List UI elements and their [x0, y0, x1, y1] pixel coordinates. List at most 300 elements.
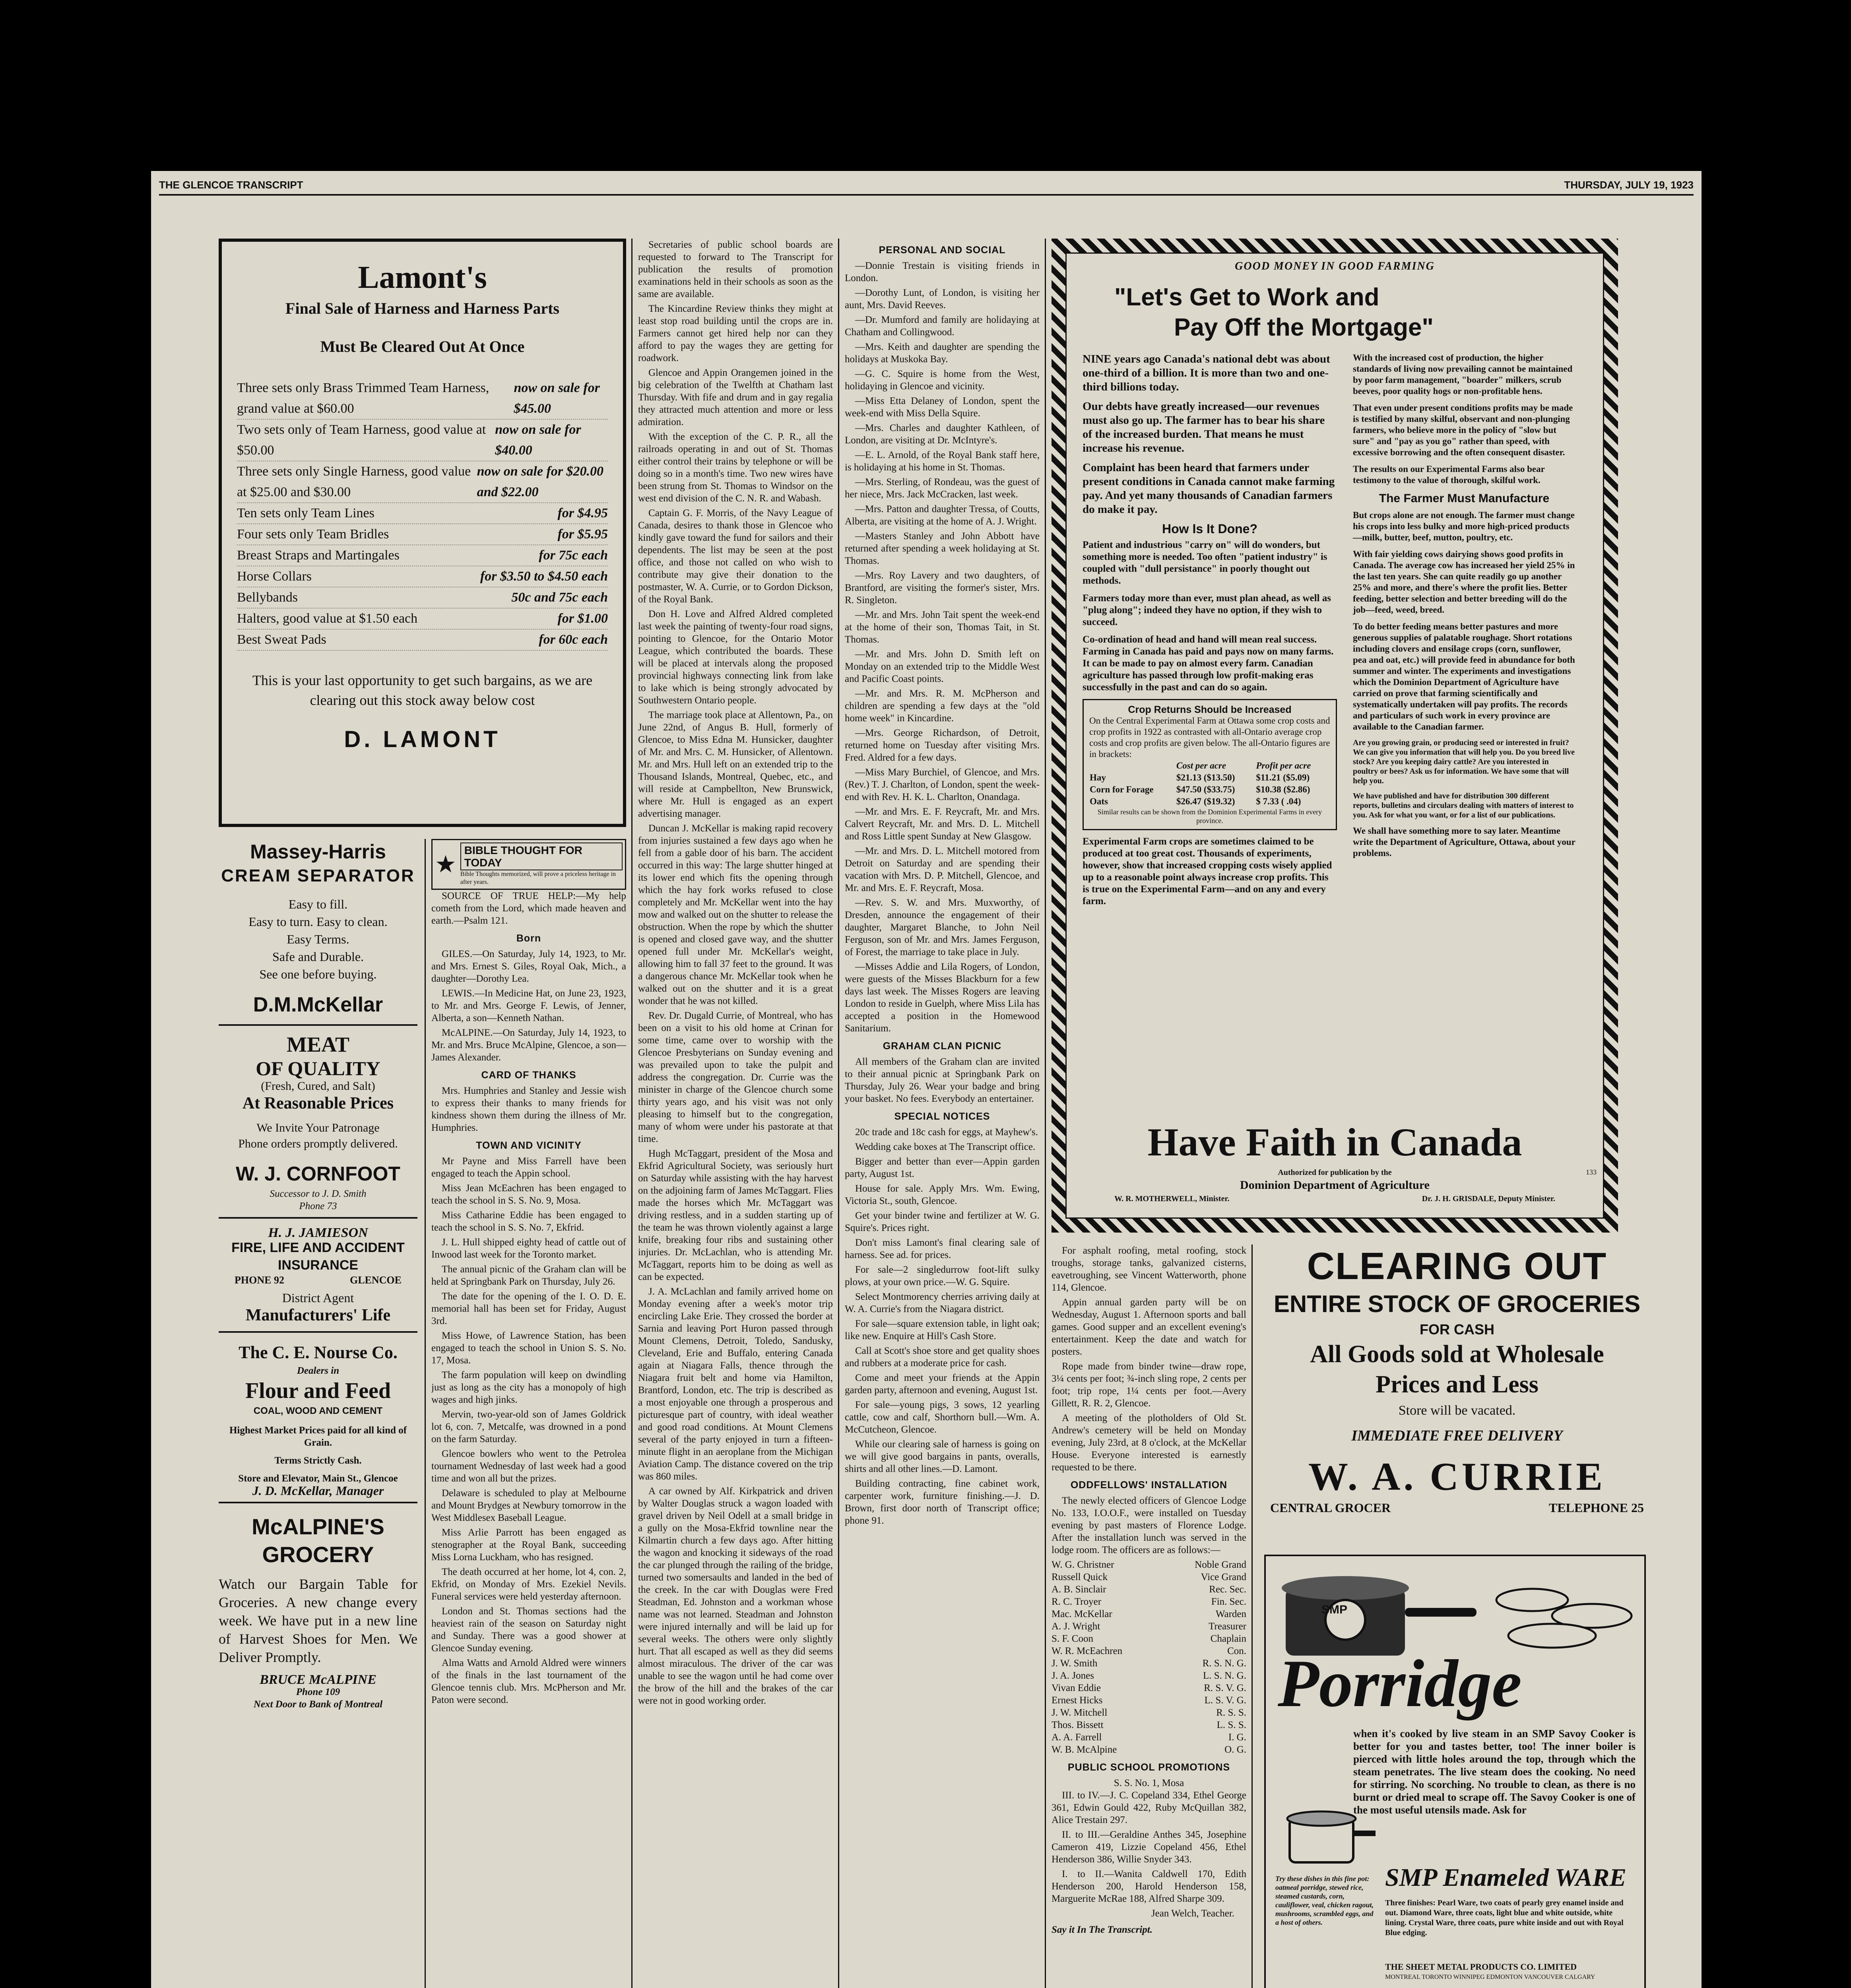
personal-item: —Donnie Trestain is visiting friends in London. [845, 260, 1040, 283]
town-item: Mr Payne and Miss Farrell have been engaged to teach the Appin school. [431, 1156, 626, 1179]
officer-office: Vice Grand [1201, 1572, 1246, 1582]
officer-office: L. S. V. G. [1204, 1695, 1246, 1706]
personal-item: —Mrs. Charles and daughter Kathleen, of London, are visiting at Dr. McIntyre's. [845, 423, 1040, 446]
cooker-illustration [1274, 1564, 1480, 1660]
news-paragraph: Duncan J. McKellar is making rapid recovery from injuries sustained a few days ago when he fell from a gable door of his barn. The accident occurred in this way: The large shutter hinged at its lower end which fits the opening through which the hay fork works refused to close completely and Mr. McKellar went into the hay mow and walked out on the shutter to release the obstruction. When the rope by which the shutter is opened and closed gave way, and the shutter opened full under Mr. McKellar's weight, allowing him to fall 37 feet to the ground. It was a dangerous chance Mr. McKellar took when he walked out on the shutter and it is a great wonder that he was not killed. [638, 823, 833, 1006]
govt-paragraph: Co-ordination of head and hand will mean real success. Farming in Canada has paid and pays now on many farms. It can be made to pay on almost every farm. Canadian agriculture has passed through low profit-making eras successfully in the past and can do so again. [1083, 634, 1334, 693]
feature-line: Safe and Durable. [272, 949, 364, 964]
jamieson-town: GLENCOE [349, 1274, 402, 1286]
notice-item: 20c trade and 18c cash for eggs, at Mayhew's. [855, 1127, 1038, 1138]
crop-row [1089, 784, 1330, 796]
bruce-mcalpine: BRUCE McALPINE [260, 1672, 376, 1687]
jamieson-name: H. J. JAMIESON [268, 1225, 368, 1240]
personal-item: —E. L. Arnold, of the Royal Bank staff here, is holidaying at his home in St. Thomas. [845, 450, 1040, 473]
price-row [237, 566, 608, 587]
column-rule [1251, 1244, 1253, 1988]
feature-line: See one before buying. [259, 967, 377, 981]
price-row [237, 587, 608, 608]
govt-minister: W. R. MOTHERWELL, Minister. [1114, 1194, 1230, 1203]
promotion-item: III. to IV.—J. C. Copeland 334, Ethel George 361, Edwin Gould 422, Ruby McQuillan 382, Alice Trestain 297. [1052, 1790, 1246, 1825]
bowl-icon [1488, 1572, 1640, 1652]
town-item: London and St. Thomas sections had the heaviest rain of the season on Saturday night and Sunday. There was a good shower at Glencoe Sunday evening. [431, 1606, 626, 1654]
govt-paragraph: With the increased cost of production, the higher standards of living now prevailing cannot be maintained by poor farm management, "boarder" milkers, scrub beeves, poor quality hogs or non-profitable hens. [1353, 353, 1573, 396]
price-row [237, 524, 608, 545]
officer-name: J. W. Smith [1052, 1658, 1098, 1669]
news-paragraph: Glencoe and Appin Orangemen joined in the big celebration of the Twelfth at Chatham last Thursday. With fife and drum and in gay regalia they attracted much attention and more or less admiration. [638, 367, 833, 427]
price-value: now on sale for $45.00 [514, 381, 600, 416]
news-paragraph: The Kincardine Review thinks they might at least stop road building until the crops are in. Farmers cannot get hired help nor can they afford to pay the wages they are getting for roadwork. [638, 303, 833, 363]
birth-notice: McALPINE.—On Saturday, July 14, 1923, to Mr. and Mrs. Bruce McAlpine, Glencoe, a son—James Alexander. [431, 1027, 626, 1063]
nourse-dealers: Dealers in [297, 1365, 340, 1376]
notice-item: House for sale. Apply Mrs. Wm. Ewing, Victoria St., south, Glencoe. [845, 1183, 1040, 1206]
terms-cash: Terms Strictly Cash. [274, 1455, 362, 1466]
crop-cost: $26.47 ($19.32) [1176, 796, 1235, 806]
personal-item: —Masters Stanley and John Abbott have returned after spending a week holidaying at St. Thomas. [845, 531, 1040, 566]
say-it-in-transcript: Say it In The Transcript. [1052, 1924, 1153, 1935]
porridge-title: Porridge [1278, 1646, 1522, 1721]
cornfoot-name: W. J. CORNFOOT [236, 1163, 400, 1185]
officer-name: Thos. Bissett [1052, 1720, 1104, 1730]
promotion-teacher: Jean Welch, Teacher. [1151, 1908, 1234, 1919]
massey-title: Massey-Harris [250, 841, 386, 863]
town-item: J. L. Hull shipped eighty head of cattle out of Inwood last week for the Toronto market. [431, 1237, 626, 1260]
crop-cost: $21.13 ($13.50) [1176, 773, 1235, 782]
notice-item: For sale—square extension table, in light oak; like new. Enquire at Hill's Cash Store. [845, 1318, 1040, 1342]
personal-item: —Mr. and Mrs. John Tait spent the week-end at the home of their son, Thomas Tait, in St. Thomas. [845, 610, 1040, 645]
lamont-signature: D. LAMONT [344, 726, 501, 752]
news-paragraph: For asphalt roofing, metal roofing, stock troughs, storage tanks, galvanized cisterns, eavetroughing, see Vincent Watterworth, phone 114, Glencoe. [1052, 1245, 1246, 1293]
smp-ad [1264, 1555, 1646, 1988]
officer-office: R. S. V. G. [1204, 1683, 1246, 1693]
mckellar-name: D.M.McKellar [219, 991, 417, 1026]
govt-ad [1065, 252, 1604, 1219]
birth-notice: GILES.—On Saturday, July 14, 1923, to Mr. and Mrs. Ernest S. Giles, Royal Oak, Mich., a daughter—Dorothy Lea. [431, 949, 626, 984]
nourse-manager: J. D. McKellar, Manager [219, 1485, 417, 1503]
currie-name: W. A. CURRIE [1308, 1454, 1606, 1499]
news-paragraph: A car owned by Alf. Kirkpatrick and driven by Walter Douglas struck a wagon loaded with gravel driven by Neil Odell at a small bridge in a gully on the Mosa-Ekfrid townline near the Kilmartin church a few days ago. After hitting the wagon and knocking it sideways of the road the car plunged through the railing of the bridge, turned two somersaults and landed in the bed of the creek. In the car with Douglas were Fred Steadman, Ed. Johnston and a workman whose name was not learned. Steadman and Johnston were injured internally and will be laid up for several weeks. The others were only slightly hurt. That all escaped as well as they did seems almost miraculous. The driver of the car was unable to see the wagon until he had come over the brow of the hill and the brakes of the car were not in good working order. [638, 1486, 833, 1706]
crop-profit: $ 7.33 ( .04) [1256, 796, 1301, 806]
lamont-price-list [237, 378, 608, 650]
currie-vacated: Store will be vacated. [1398, 1403, 1516, 1418]
town-item: Miss Jean McEachren has been engaged to teach the school in S. S. No. 9, Mosa. [431, 1183, 626, 1206]
officer-name: S. F. Coon [1052, 1633, 1093, 1644]
officer-name: Ernest Hicks [1052, 1695, 1103, 1706]
price-value: for $4.95 [557, 506, 608, 520]
officer-name: A. A. Farrell [1052, 1732, 1102, 1743]
bruce-location: Next Door to Bank of Montreal [253, 1699, 383, 1710]
feature-line: Easy to fill. [288, 897, 348, 911]
officer-row [1052, 1719, 1246, 1731]
personal-item: —Miss Mary Burchiel, of Glencoe, and Mrs. (Rev.) T. J. Charlton, of London, spent the week-end with Rev. H. K. L. Charlton, Onandaga. [845, 767, 1040, 802]
price-value: for $5.95 [557, 527, 608, 542]
smp-recipes: Try these dishes in this fine pot: oatmeal porridge, stewed rice, steamed custards, corn, cauliflower, veal, chicken ragout, mushrooms, scrambled eggs, and a host of others. [1275, 1875, 1374, 1926]
officer-name: Mac. McKellar [1052, 1609, 1112, 1619]
officer-row [1052, 1670, 1246, 1682]
officer-office: Con. [1227, 1646, 1246, 1656]
govt-ad-number: 133 [1586, 1168, 1597, 1176]
have-faith-in-canada: Have Faith in Canada [1147, 1120, 1522, 1164]
grain-prices: Highest Market Prices paid for all kind of Grain. [229, 1425, 407, 1448]
crop-table [1089, 760, 1330, 808]
price-row [237, 608, 608, 629]
govt-paragraph: To do better feeding means better pastures and more generous supplies of palatable roughage. Short rotations including clovers and ensilage crops (corn, sunflower, pea and oat, etc.) will provide feed in abundance for both summer and winter. The experiments and investigations which the Dominion Department of Agriculture have carried on prove that farming scientifically and systematically undertaken will pay profits. The records and particulars of such work in every province are available to the Canadian farmer. [1353, 621, 1575, 732]
officer-office: Warden [1215, 1609, 1246, 1619]
manufacture-heading: The Farmer Must Manufacture [1379, 492, 1550, 505]
price-row [237, 503, 608, 524]
crop-name: Hay [1090, 773, 1106, 782]
crop-returns-box [1083, 699, 1337, 830]
currie-entire-stock: ENTIRE STOCK OF GROCERIES [1273, 1291, 1641, 1317]
insurance-line: FIRE, LIFE AND ACCIDENT INSURANCE [231, 1240, 405, 1273]
masthead-date: THURSDAY, JULY 19, 1923 [1564, 179, 1694, 191]
column-six [1052, 1244, 1246, 1988]
personal-item: —Miss Etta Delaney of London, spent the week-end with Miss Della Squire. [845, 396, 1040, 419]
crop-cost: $47.50 ($33.75) [1176, 784, 1235, 794]
price-value: now on sale for $20.00 and $22.00 [477, 464, 603, 499]
smp-ware: SMP Enameled WARE [1385, 1863, 1626, 1891]
news-paragraph: A meeting of the plotholders of Old St. Andrew's cemetery will be held on Monday evening, July 23rd, at 8 o'clock, at the McKellar House. Everyone interested is earnestly requested to be there. [1052, 1413, 1246, 1473]
officer-office: Chaplain [1210, 1633, 1246, 1644]
cooker-small-illustration [1274, 1803, 1377, 1870]
personal-item: —Mrs. George Richardson, of Detroit, returned home on Tuesday after visiting Mrs. Fred. Aldred for a few days. [845, 728, 1040, 763]
massey-features [219, 895, 417, 983]
currie-clearing-out: CLEARING OUT [1307, 1245, 1607, 1287]
news-paragraph: J. A. McLachlan and family arrived home on Monday evening after a week's motor trip encircling Lake Erie. They crossed the border at Sarnia and leaving Port Huron passed through Mount Clemens, Detroit, Toledo, Sandusky, Cleveland, Erie and Buffalo, entering Canada again at Niagara Falls, thence through the Niagara fruit belt and home via Hamilton, Brantford, London, etc. The trip is described as a most enjoyable one through a prosperous and picturesque part of country, with ideal weather and good road conditions. At Mount Clemens several of the party enjoyed in turn a fifteen-minute flight in an aeroplane from the Michigan Aviation Camp. The distance covered on the trip was 860 miles. [638, 1286, 833, 1482]
pot-icon [1274, 1803, 1377, 1870]
crop-profit: $10.38 ($2.86) [1256, 784, 1310, 794]
thanks-heading: CARD OF THANKS [481, 1070, 576, 1081]
price-desc: Best Sweat Pads [237, 632, 326, 647]
govt-paragraph: Our debts have greatly increased—our revenues must also go up. The farmer has to bear his share of the increased burden. That means he must increase his revenue. [1083, 400, 1325, 454]
masthead-rule [159, 194, 1694, 196]
officer-row [1052, 1694, 1246, 1706]
personal-item: —Mrs. Sterling, of Rondeau, was the guest of her niece, Mrs. Jack McCracken, last week. [845, 477, 1040, 500]
column-three [638, 239, 833, 1988]
smp-cities: MONTREAL TORONTO WINNIPEG EDMONTON VANCOUVER CALGARY [1385, 1974, 1595, 1980]
govt-left-column [1083, 352, 1337, 913]
oddfellows-intro: The newly elected officers of Glencoe Lodge No. 133, I.O.O.F., were installed on Tuesday evening by past masters of Florence Lodge. After the installation lunch was served in the lodge room. The officers are as follows:— [1052, 1495, 1246, 1555]
picnic-heading: GRAHAM CLAN PICNIC [883, 1041, 1002, 1052]
smp-maker: THE SHEET METAL PRODUCTS CO. LIMITED [1385, 1962, 1577, 1972]
officer-name: J. W. Mitchell [1052, 1707, 1108, 1718]
notice-item: Call at Scott's shoe store and get quality shoes and rubbers at a moderate price for cash. [845, 1345, 1040, 1369]
crop-note: Similar results can be shown from the Dominion Experimental Farms in every province. [1097, 808, 1322, 825]
news-paragraph: Rope made from binder twine—draw rope, 3¼ cents per foot; ¾-inch sling rope, 2 cents per foot; trip rope, 1¼ cents per foot.—Avery Gillett, R. R. 2, Glencoe. [1052, 1361, 1246, 1409]
officer-row [1052, 1620, 1246, 1633]
masthead-paper-name: THE GLENCOE TRANSCRIPT [159, 179, 303, 191]
news-paragraph: With the exception of the C. P. R., all the railroads operating in and out of St. Thomas either control their trains by telephone or will be doing so in a month's time. Two new wires have been strung from St. Thomas to Windsor on the west end division of the C. N. R. and Wabash. [638, 431, 833, 504]
officer-office: R. S. S. [1216, 1707, 1246, 1718]
officer-row [1052, 1596, 1246, 1608]
price-value: for 75c each [539, 548, 608, 563]
crop-row [1089, 796, 1330, 808]
notice-item: Select Montmorency cherries arriving daily at W. A. Currie's from the Niagara district. [845, 1291, 1040, 1314]
mcalpine-title: McALPINE'S GROCERY [252, 1514, 384, 1567]
notice-item: Get your binder twine and fertilizer at W. G. Squire's. Prices right. [845, 1210, 1040, 1233]
govt-paragraph: That even under present conditions profits may be made is testified by many skilful, observant and non-plunging farmers, who believe more in the policy of "slow but sure" and "pay as you go" rather than speed, with excessive borrowing and the often consequent disaster. [1353, 403, 1573, 457]
column-rule [838, 239, 839, 1988]
crop-profit: $11.21 ($5.09) [1256, 773, 1310, 782]
govt-headline-1: "Let's Get to Work and [1114, 283, 1380, 311]
bible-thought-title: BIBLE THOUGHT FOR TODAY [460, 843, 623, 870]
district-agent: District Agent [282, 1291, 354, 1305]
column-four [845, 239, 1040, 1988]
govt-body [1083, 352, 1587, 913]
news-paragraph: Secretaries of public school boards are requested to forward to The Transcript for publication the results of promotion examinations held in their schools as soon as the same are available. [638, 239, 833, 299]
govt-paragraph: Complaint has been heard that farmers under present conditions in Canada cannot make farming pay. And yet many thousands of Canadian farmers do make it pay. [1083, 461, 1335, 516]
officer-name: J. A. Jones [1052, 1670, 1094, 1681]
news-paragraph: Don H. Love and Alfred Aldred completed last week the painting of twenty-four road signs, pointing to Glencoe, for the Ontario Motor League, which contributed the boards. These will be placed at intervals along the proposed provincial highways connecting link from lake to lake which is being strongly advocated by Southwestern Ontario people. [638, 609, 833, 706]
price-desc: Halters, good value at $1.50 each [237, 611, 418, 626]
notice-item: For sale—young pigs, 3 sows, 12 yearling cattle, cow and calf, Shorthorn bull.—Wm. A. McCutcheon, Glencoe. [845, 1400, 1040, 1435]
bible-thought-note: Bible Thoughts memorized, will prove a priceless heritage in after years. [460, 871, 616, 885]
govt-paragraph: Experimental Farm crops are sometimes claimed to be produced at too great cost. Thousands of experiments, however, show that increased cropping costs wisely applied up to a reasonable point always increase crop profits. This is true on the Experimental Farm—and on any and every farm. [1083, 836, 1332, 907]
column-rule [1045, 239, 1046, 1988]
newspaper-page [151, 171, 1702, 1988]
officer-name: R. C. Troyer [1052, 1596, 1102, 1607]
officer-office: Noble Grand [1195, 1559, 1246, 1570]
town-item: Delaware is scheduled to play at Melbourne and Mount Brydges at Newbury tomorrow in the West Middlesex Baseball League. [431, 1488, 626, 1523]
govt-headline-2: Pay Off the Mortgage" [1174, 314, 1434, 341]
town-item: The annual picnic of the Graham clan will be held at Springbank Park on Thursday, July 26. [431, 1264, 626, 1287]
currie-for-cash: FOR CASH [1420, 1321, 1494, 1338]
officer-row [1052, 1682, 1246, 1694]
mcalpine-body: Watch our Bargain Table for Groceries. A new change every week. We have put in a new line of Harvest Shoes for Men. We Deliver Promptly. [219, 1576, 417, 1665]
nourse-name: The C. E. Nourse Co. [239, 1343, 398, 1362]
personal-item: —Mr. and Mrs. R. M. McPherson and children are spending a few days at the "old home week" in Kincardine. [845, 688, 1040, 724]
crop-col-profit: Profit per acre [1256, 761, 1311, 771]
meat-prices: At Reasonable Prices [242, 1094, 394, 1112]
how-heading: How Is It Done? [1162, 522, 1257, 536]
officer-office: O. G. [1224, 1744, 1246, 1755]
notice-item: While our clearing sale of harness is going on we will give good bargains in pants, overalls, shirts and all other lines.—D. Lamont. [845, 1439, 1040, 1474]
notices-heading: SPECIAL NOTICES [894, 1111, 990, 1122]
notice-item: Wedding cake boxes at The Transcript office. [855, 1142, 1036, 1152]
govt-deputy: Dr. J. H. GRISDALE, Deputy Minister. [1422, 1194, 1555, 1203]
star-icon: ★ [435, 851, 456, 878]
town-item: Miss Arlie Parrott has been engaged as stenographer at the Royal Bank, succeeding Miss Lorna Luckham, who has resigned. [431, 1527, 626, 1563]
govt-paragraph: Farmers today more than ever, must plan ahead, as well as "plug along"; indeed they have no option, if they wish to succeed. [1083, 593, 1331, 627]
crop-returns-heading: Crop Returns Should be Increased [1128, 704, 1292, 715]
price-value: for $3.50 to $4.50 each [480, 569, 608, 584]
promotions-school: S. S. No. 1, Mosa [1114, 1778, 1184, 1788]
column-rule [425, 839, 426, 1988]
officer-office: L. S. S. [1217, 1720, 1246, 1730]
officer-name: W. B. McAlpine [1052, 1744, 1117, 1755]
coal-wood: COAL, WOOD AND CEMENT [253, 1406, 383, 1416]
officer-row [1052, 1706, 1246, 1719]
officer-name: W. G. Christner [1052, 1559, 1114, 1570]
crop-row [1089, 772, 1330, 784]
price-desc: Bellybands [237, 590, 298, 605]
currie-prices-less: Prices and Less [1376, 1371, 1539, 1398]
town-item: Mervin, two-year-old son of James Goldrick lot 6, con. 7, Metcalfe, was drowned in a pond on the farm Saturday. [431, 1409, 626, 1444]
officer-row [1052, 1608, 1246, 1620]
officer-row [1052, 1633, 1246, 1645]
officer-row [1052, 1571, 1246, 1583]
feature-line: Easy Terms. [287, 932, 349, 946]
govt-paragraph: Patient and industrious "carry on" will do wonders, but something more is needed. Too often "patient industry" is coupled with "dull persistance" in poorly thought out methods. [1083, 540, 1327, 586]
crop-col-cost: Cost per acre [1176, 761, 1226, 771]
column-two [431, 839, 626, 1988]
left-ads-column [219, 839, 417, 1988]
picnic-text: All members of the Graham clan are invited to their annual picnic at Springbank Park on Thursday, July 26. Wear your badge and bring your basket. No fees. Everybody an entertainer. [845, 1056, 1040, 1104]
currie-delivery: IMMEDIATE FREE DELIVERY [1351, 1427, 1563, 1444]
notice-item: For sale—2 singledurrow foot-lift sulky plows, at your own price.—W. G. Squire. [845, 1264, 1040, 1287]
price-value: now on sale for $40.00 [495, 422, 581, 458]
cream-separator-title: CREAM SEPARATOR [221, 866, 415, 885]
personal-item: —Dr. Mumford and family are holidaying at Chatham and Collingwood. [845, 315, 1040, 338]
currie-wholesale: All Goods sold at Wholesale [1310, 1341, 1604, 1368]
govt-kicker: GOOD MONEY IN GOOD FARMING [1235, 260, 1435, 272]
meat-title: MEAT [287, 1033, 349, 1056]
notice-item: Bigger and better than ever—Appin garden party, August 1st. [845, 1156, 1040, 1179]
store-location: Store and Elevator, Main St., Glencoe [238, 1473, 398, 1484]
news-paragraph: Hugh McTaggart, president of the Mosa and Ekfrid Agricultural Society, was seriously hurt on Saturday while assisting with the hay harvest on the adjoining farm of James McTaggart. Flies made the horses which Mr. McTaggart was driving restless, and in a sudden starting up of the team he was thrown violently against a large knife, breaking four ribs and sustaining other injuries. Dr. McLachlan, who is attending Mr. McTaggart, reports him to be doing as well as can be expected. [638, 1148, 833, 1282]
price-value: 50c and 75c each [511, 590, 608, 605]
currie-grocer: CENTRAL GROCER [1270, 1501, 1391, 1515]
officer-office: Treasurer [1209, 1621, 1246, 1632]
manufacturers-life: Manufacturers' Life [219, 1304, 417, 1333]
born-heading: Born [516, 933, 541, 944]
news-paragraph: The marriage took place at Allentown, Pa., on June 22nd, of Angus B. Hull, formerly of Glencoe, to Miss Edna M. Hunsicker, daughter of Mr. and Mrs. C. M. Hunsicker, of Allentown. Mr. and Mrs. Hull left on an extended trip to the Thousand Islands, Montreal, Quebec, etc., and will reside at Campbellton, New Brunswick, where Mr. Hull is engaged as an expert advertising manager. [638, 710, 833, 819]
officer-list [1052, 1559, 1246, 1756]
currie-phone: TELEPHONE 25 [1548, 1501, 1644, 1515]
lamont-clearing-line: Must Be Cleared Out At Once [320, 338, 525, 355]
lamont-title: Lamont's [358, 260, 487, 295]
price-value: for 60c each [539, 632, 608, 647]
town-item: The death occurred at her home, lot 4, con. 2, Ekfrid, on Monday of Mrs. Ezekiel Nevils. Funeral services were held yesterday afternoon. [431, 1567, 626, 1602]
lamont-subtitle: Final Sale of Harness and Harness Parts [285, 299, 559, 317]
meat-phone-orders: Phone orders promptly delivered. [238, 1137, 398, 1150]
govt-paragraph: NINE years ago Canada's national debt was about one-third of a billion. It is more than two and one-third billions today. [1083, 353, 1330, 393]
personal-item: —Dorothy Lunt, of London, is visiting her aunt, Mrs. David Reeves. [845, 287, 1040, 311]
personal-item: —Mr. and Mrs. D. L. Mitchell motored from Detroit on Saturday and are spending their vacation with Mrs. D. P. Mitchell, Glencoe, and Mr. and Mrs. E. F. Reycraft, Mosa. [845, 846, 1040, 893]
officer-office: Rec. Sec. [1209, 1584, 1246, 1595]
officer-name: Russell Quick [1052, 1572, 1108, 1582]
savoy-cooker-icon [1274, 1564, 1480, 1660]
personal-item: —Mr. and Mrs. E. F. Reycraft, Mr. and Mrs. Calvert Reycraft, Mr. and Mrs. D. L. Mitchell and Ross Little spent Sunday at New Glasgow. [845, 806, 1040, 842]
govt-authorized: Authorized for publication by the [1278, 1168, 1392, 1177]
price-row [237, 419, 608, 461]
officer-office: R. S. N. G. [1202, 1658, 1246, 1669]
price-row [237, 629, 608, 650]
govt-right-column [1353, 352, 1575, 913]
jamieson-phone: PHONE 92 [235, 1274, 284, 1286]
bible-thought-box [431, 839, 626, 890]
personal-item: —Mr. and Mrs. John D. Smith left on Monday on an extended trip to the Middle West and Pacific Coast points. [845, 649, 1040, 684]
govt-paragraph: But crops alone are not enough. The farmer must change his crops into less bulky and more high-priced products—milk, butter, beef, mutton, poultry, etc. [1353, 510, 1575, 542]
smp-body: when it's cooked by live steam in an SMP Savoy Cooker is better for you and tastes better, too! The inner boiler is pierced with little holes around the top, through which the steam penetrates. The live steam does the cooking. No need for stirring. No scorching. No trouble to clean, as there is no burnt or dried meal to scrape off. The Savoy Cooker is one of the most useful utensils made. Ask for [1353, 1728, 1636, 1816]
officer-row [1052, 1743, 1246, 1756]
lamont-closing: This is your last opportunity to get such bargains, as we are clearing out this stock away below cost [252, 672, 593, 708]
price-desc: Breast Straps and Martingales [237, 548, 400, 563]
promotion-item: I. to II.—Wanita Caldwell 170, Edith Henderson 200, Harold Henderson 158, Marguerite McRae 188, Alfred Sharpe 309. [1052, 1869, 1246, 1904]
price-desc: Horse Collars [237, 569, 312, 584]
cornfoot-successor: Successor to J. D. Smith [270, 1188, 367, 1199]
personal-item: —Rev. S. W. and Mrs. Muxworthy, of Dresden, announce the engagement of their daughter, Margaret Blanche, to John Neil Ferguson, son of Mr. and Mrs. James Ferguson, of Forest, the marriage to take place in July. [845, 897, 1040, 957]
govt-paragraph: With fair yielding cows dairying shows good profits in Canada. The average cow has increased her yield 25% in the last ten years. She can quite readily go up another 25% and more, and there's where the profit lies. Better feeding, better selection and better breeding will do the job—feed, weed, breed. [1353, 549, 1575, 615]
town-item: Miss Howe, of Lawrence Station, has been engaged to teach the school in Union S. S. No. 17, Mosa. [431, 1330, 626, 1366]
column-rule [631, 239, 633, 1988]
notice-item: Come and meet your friends at the Appin garden party, afternoon and evening, August 1st. [845, 1373, 1040, 1396]
govt-paragraph: Are you growing grain, or producing seed or interested in fruit? We can give you information that will help you. Do you breed live stock? Are you keeping dairy cattle? Are you interested in poultry or bees? Ask us for information. We have some that will help you. [1353, 738, 1575, 785]
town-heading: TOWN AND VICINITY [476, 1140, 582, 1151]
town-item: The farm population will keep on dwindling just as long as the city has a monopoly of high wages and high jinks. [431, 1370, 626, 1405]
feature-line: Easy to turn. Easy to clean. [248, 914, 388, 929]
crop-name: Oats [1090, 796, 1108, 806]
price-desc: Four sets only Team Bridles [237, 527, 389, 542]
notice-item: Building contracting, fine cabinet work, carpenter work, furniture finishing.—J. D. Brown, first door north of Transcript office; phone 91. [845, 1478, 1040, 1526]
bruce-phone: Phone 109 [296, 1687, 340, 1697]
lamont-ad [219, 239, 626, 827]
personal-item: —Mrs. Patton and daughter Tressa, of Coutts, Alberta, are visiting at the home of A. J. Wright. [845, 504, 1040, 527]
meat-patronage: We Invite Your Patronage [256, 1121, 380, 1134]
smp-finishes: Three finishes: Pearl Ware, two coats of pearly grey enamel inside and out. Diamond Ware, three coats, light blue and white outside, white lining. Crystal Ware, three coats, pure white inside and out with Royal Blue edging. [1385, 1899, 1624, 1937]
price-desc: Two sets only of Team Harness, good value at $50.00 [237, 422, 486, 458]
officer-office: Fin. Sec. [1211, 1596, 1246, 1607]
promotion-item: II. to III.—Geraldine Anthes 345, Josephine Cameron 419, Lizzie Copeland 456, Ethel Henderson 386, Willie Snyder 343. [1052, 1829, 1246, 1865]
officer-office: I. G. [1228, 1732, 1246, 1743]
news-paragraph: Captain G. F. Morris, of the Navy League of Canada, desires to thank those in Glencoe who kindly gave toward the fund for sailors and their dependents. The list may be seen at the post office, and those not called on who wish to contribute may give their donation to the postmaster, W. A. Currie, or to Gordon Dickson, of the Royal Bank. [638, 508, 833, 605]
officer-name: Vivan Eddie [1052, 1683, 1101, 1693]
flour-feed: Flour and Feed [245, 1378, 391, 1403]
govt-paragraph: The results on our Experimental Farms also bear testimony to the value of thorough, skilful work. [1353, 464, 1545, 485]
promotions-heading: PUBLIC SCHOOL PROMOTIONS [1067, 1762, 1230, 1773]
meat-types: (Fresh, Cured, and Salt) [261, 1079, 375, 1093]
bible-source: SOURCE OF TRUE HELP:—My help cometh from the Lord, which made heaven and earth.—Psalm 121. [431, 891, 626, 926]
town-item: The date for the opening of the I. O. D. E. memorial hall has been set for Friday, August 3rd. [431, 1291, 626, 1326]
price-row [237, 378, 608, 419]
personal-item: —Misses Addie and Lila Rogers, of London, were guests of the Misses Blackburn for a few days last week. The Misses Rogers are leaving London to reside in Guelph, where Miss Lila has accepted a position in the Homewood Sanitarium. [845, 961, 1040, 1034]
govt-paragraph: We have published and have for distribution 300 different reports, bulletins and circulars dealing with matters of interest to you. Ask for what you want, or for a list of our publications. [1353, 792, 1574, 819]
officer-row [1052, 1731, 1246, 1743]
smp-logo: SMP [1321, 1603, 1348, 1616]
govt-department: Dominion Department of Agriculture [1240, 1178, 1430, 1192]
cornfoot-phone: Phone 73 [219, 1200, 417, 1219]
officer-name: A. J. Wright [1052, 1621, 1100, 1632]
officer-row [1052, 1645, 1246, 1657]
personal-heading: PERSONAL AND SOCIAL [879, 245, 1006, 256]
price-row [237, 545, 608, 566]
porridge-bowls-illustration [1488, 1572, 1640, 1652]
officer-row [1052, 1583, 1246, 1596]
thanks-text: Mrs. Humphries and Stanley and Jessie wish to express their thanks to many friends for kindness shown them during the illness of Mr. Humphries. [431, 1085, 626, 1133]
officer-name: A. B. Sinclair [1052, 1584, 1106, 1595]
currie-ad [1258, 1244, 1656, 1547]
officer-name: W. R. McEachren [1052, 1646, 1123, 1656]
officer-row [1052, 1559, 1246, 1571]
crop-intro: On the Central Experimental Farm at Ottawa some crop costs and crop profits in 1922 as contrasted with all-Ontario average crop costs and crop profits are given below. The all-Ontario figures are in brackets: [1089, 716, 1330, 759]
govt-paragraph: We shall have something more to say later. Meantime write the Department of Agriculture, Ottawa, about your problems. [1353, 826, 1575, 858]
meat-quality: OF QUALITY [256, 1057, 380, 1079]
crop-name: Corn for Forage [1090, 784, 1154, 794]
officer-office: L. S. N. G. [1203, 1670, 1246, 1681]
price-row [237, 461, 608, 503]
officer-row [1052, 1657, 1246, 1670]
town-item: Miss Catharine Eddie has been engaged to teach the school in S. S. No. 7, Ekfrid. [431, 1210, 626, 1233]
price-desc: Three sets only Single Harness, good value at $25.00 and $30.00 [237, 464, 471, 499]
news-paragraph: Appin annual garden party will be on Wednesday, August 1. Afternoon sports and ball games. Good supper and an excellent evening's entertainment. Keep the date and watch for posters. [1052, 1297, 1246, 1357]
price-desc: Ten sets only Team Lines [237, 506, 374, 520]
price-value: for $1.00 [557, 611, 608, 626]
town-item: Alma Watts and Arnold Aldred were winners of the finals in the last tournament of the Glencoe tennis club. Mrs. McPherson and Mr. Paton were second. [431, 1658, 626, 1705]
price-desc: Three sets only Brass Trimmed Team Harness, grand value at $60.00 [237, 381, 489, 416]
notice-item: Don't miss Lamont's final clearing sale of harness. See ad. for prices. [845, 1237, 1040, 1260]
news-paragraph: Rev. Dr. Dugald Currie, of Montreal, who has been on a visit to his old home at Crinan for some time, came over to worship with the Glencoe Presbyterians on Sunday evening and was prevailed upon to take the pulpit and address the congregation. Dr. Currie was the minister in charge of the Glencoe church some thirty years ago, and his visit was not only pleasing to himself but to the congregation, many of whom were under his pastorate at that time. [638, 1010, 833, 1144]
town-item: Glencoe bowlers who went to the Petrolea tournament Wednesday of last week had a good time and won all but the prizes. [431, 1448, 626, 1484]
personal-item: —Mrs. Keith and daughter are spending the holidays at Muskoka Bay. [845, 342, 1040, 365]
